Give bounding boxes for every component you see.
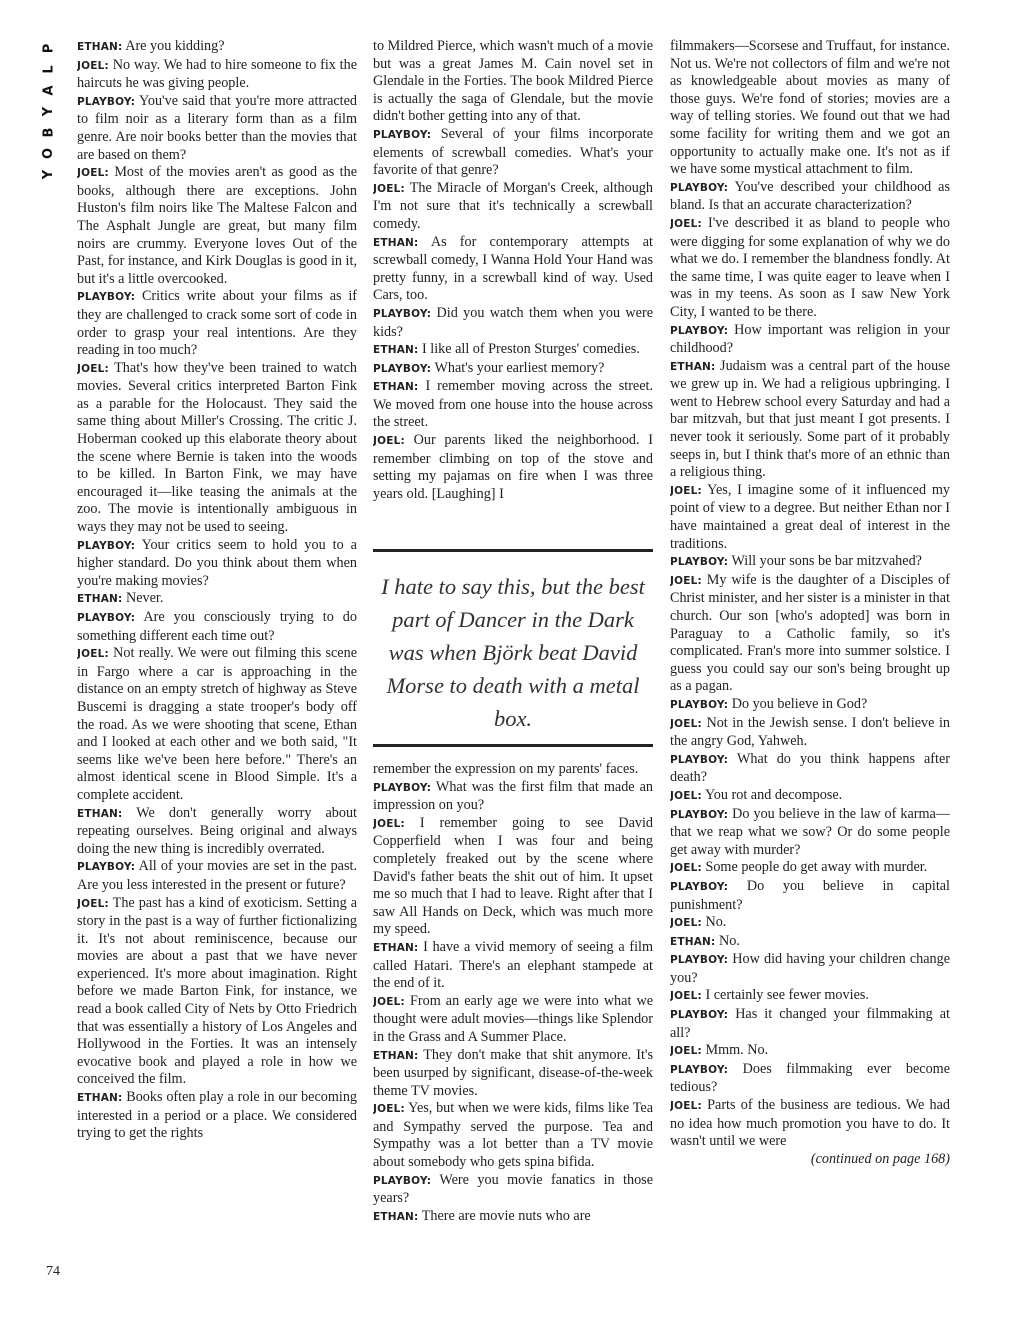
- speaker-label: PLAYBOY:: [77, 861, 136, 874]
- speaker-label: PLAYBOY:: [670, 808, 729, 821]
- paragraph-text: As for contemporary attempts at screwball comedy, I Wanna Hold Your Hand was pretty funny, in a screwball kind of way. Used Cars, too.: [373, 233, 653, 304]
- paragraph-text: Several of your films incorporate elements of screwball comedies. What's your favorite of that genre?: [373, 125, 653, 179]
- speaker-label: JOEL:: [670, 789, 702, 802]
- speaker-label: JOEL:: [77, 167, 109, 180]
- speaker-label: JOEL:: [77, 897, 109, 910]
- interview-paragraph: [373, 305, 653, 341]
- interview-paragraph: [77, 858, 357, 894]
- interview-paragraph: [373, 1100, 653, 1171]
- speaker-label: ETHAN:: [373, 941, 419, 954]
- paragraph-text: Mmm. No.: [705, 1042, 769, 1059]
- paragraph-text: You rot and decompose.: [704, 786, 843, 803]
- interview-paragraph: [373, 341, 653, 360]
- paragraph-text: I've described it as bland to people who were digging for some explanation of why we do what we do. I remember the blandness fondly. At the same time, I was quite eager to leave when I was in my teens. As soon as I saw New York City, I wanted to be there.: [670, 214, 950, 320]
- speaker-label: JOEL:: [670, 862, 702, 875]
- speaker-label: JOEL:: [373, 995, 405, 1008]
- interview-paragraph: [670, 1006, 950, 1042]
- paragraph-text: filmmakers—Scorsese and Truffaut, for instance. Not us. We're not collectors of film and we're not as knowledgeable about movies as many of those guys. We're fond of stories; movies are a way of telling stories. We found out that we had some facility for writing them and we got an opportunity to actually make one. It's not as if we have some mystical attachment to film.: [670, 38, 950, 178]
- paragraph-text: Are you kidding?: [125, 38, 225, 54]
- paragraph-text: I remember going to see David Copperfield when I was four and being completely freaked out by the scene where David's father beats the shit out of him. It upset me so much that I had to leave. Right after that I saw All Hands on Deck, which was much more my speed.: [373, 814, 653, 938]
- interview-paragraph: [670, 878, 950, 914]
- speaker-label: JOEL:: [373, 182, 405, 195]
- interview-paragraph: [373, 1208, 653, 1227]
- interview-paragraph: [670, 715, 950, 751]
- paragraph-text: Our parents liked the neighborhood. I remember climbing on top of the stove and setting my pajamas on fire when I was three years old. [Laughing] I: [373, 432, 653, 502]
- sidebar-letter: Y: [41, 106, 57, 117]
- interview-paragraph: [670, 696, 950, 715]
- interview-paragraph: [670, 859, 950, 878]
- interview-paragraph: [670, 38, 950, 179]
- paragraph-text: Do you believe in capital punishment?: [670, 877, 950, 913]
- interview-paragraph: [373, 126, 653, 180]
- speaker-label: JOEL:: [670, 1045, 702, 1058]
- speaker-label: PLAYBOY:: [670, 698, 729, 711]
- paragraph-text: Books often play a role in our becoming interested in a period or a place. We considered trying to get the rights: [77, 1089, 357, 1142]
- speaker-label: PLAYBOY:: [670, 954, 729, 967]
- interview-paragraph: [670, 806, 950, 860]
- paragraph-text: All of your movies are set in the past. Are you less interested in the present or future?: [77, 858, 357, 893]
- interview-paragraph: [670, 358, 950, 482]
- interview-paragraph: [670, 987, 950, 1006]
- speaker-label: JOEL:: [373, 817, 405, 830]
- pull-quote: I hate to say this, but the best part of Dancer in the Dark was when Björk beat David Morse to death with a metal box.: [373, 549, 653, 747]
- interview-paragraph: [77, 38, 357, 57]
- speaker-label: PLAYBOY:: [77, 612, 136, 624]
- speaker-label: PLAYBOY:: [670, 880, 729, 893]
- interview-paragraph: [77, 93, 357, 164]
- interview-paragraph: [77, 895, 357, 1090]
- speaker-label: JOEL:: [77, 362, 109, 375]
- paragraph-text: My wife is the daughter of a Disciples of Christ minister, and her sister is a minister in that church. Our son [who's adopted] was born in Paraguay to a Catholic family, so it's complicated. Fran's more into summer solstice. I guess you could say our son's being brought up as a pagan.: [670, 571, 950, 695]
- speaker-label: ETHAN:: [77, 593, 123, 606]
- speaker-label: PLAYBOY:: [670, 1063, 729, 1076]
- interview-paragraph: [373, 761, 653, 779]
- interview-paragraph: [373, 993, 653, 1047]
- paragraph-text: Critics write about your films as if they are challenged to crack some sort of code in order to grasp your real intentions. Are they reading in too much?: [77, 288, 357, 359]
- paragraph-text: Yes, but when we were kids, films like Tea and Sympathy served the purpose. Tea and Sympathy was a lot better than a TV movie about somebody who gets spina bifida.: [373, 1100, 653, 1171]
- interview-paragraph: [670, 951, 950, 987]
- sidebar-letter: Y: [41, 169, 57, 180]
- interview-paragraph: [670, 179, 950, 215]
- paragraph-text: How important was religion in your childhood?: [670, 321, 950, 357]
- paragraph-text: I certainly see fewer movies.: [705, 987, 869, 1004]
- paragraph-text: Yes, I imagine some of it influenced my point of view to a degree. But neither Ethan nor I have maintained a great deal of interest in the traditions.: [670, 481, 950, 552]
- interview-paragraph: [670, 322, 950, 358]
- paragraph-text: to Mildred Pierce, which wasn't much of a movie but was a great James M. Cain novel set in Glendale in the Forties. The book Mildred Pierce is actually the saga of Glendale, but the movie didn't bother getting into any of that.: [373, 38, 653, 125]
- sidebar-letter: B: [41, 127, 57, 138]
- speaker-label: PLAYBOY:: [373, 362, 432, 375]
- interview-paragraph: [670, 1042, 950, 1061]
- speaker-label: PLAYBOY:: [670, 324, 729, 337]
- interview-paragraph: [77, 164, 357, 288]
- paragraph-text: What do you think happens after death?: [670, 750, 950, 786]
- speaker-label: JOEL:: [670, 990, 702, 1003]
- speaker-label: ETHAN:: [670, 360, 716, 373]
- interview-paragraph: [670, 553, 950, 572]
- paragraph-text: They don't make that shit anymore. It's been usurped by significant, disease-of-the-week theme TV movies.: [373, 1046, 653, 1099]
- paragraph-text: Not in the Jewish sense. I don't believe in the angry God, Yahweh.: [670, 714, 950, 750]
- paragraph-text: What was the first film that made an impression on you?: [373, 778, 653, 814]
- paragraph-text: No.: [718, 932, 740, 949]
- paragraph-text: What's your earliest memory?: [434, 359, 605, 376]
- speaker-label: ETHAN:: [77, 41, 123, 53]
- speaker-label: JOEL:: [670, 484, 702, 497]
- column-3: [670, 38, 950, 1288]
- paragraph-text: Are you consciously trying to do something different each time out?: [77, 609, 357, 644]
- interview-paragraph: [373, 360, 653, 379]
- paragraph-text: You've said that you're more attracted to film noir as a literary form than as a film genre. Are noir books better than the movies that are based on them?: [77, 92, 357, 163]
- continued-note: (continued on page 168): [810, 1150, 950, 1167]
- speaker-label: JOEL:: [373, 1103, 405, 1116]
- speaker-label: ETHAN:: [373, 381, 419, 394]
- paragraph-text: Has it changed your filmmaking at all?: [670, 1006, 950, 1041]
- speaker-label: ETHAN:: [77, 807, 123, 820]
- speaker-label: JOEL:: [670, 217, 702, 230]
- interview-paragraph: [373, 234, 653, 305]
- interview-paragraph: [77, 645, 357, 804]
- paragraph-text: You've described your childhood as bland. Is that an accurate characterization?: [670, 178, 950, 214]
- interview-paragraph: [670, 482, 950, 553]
- paragraph-text: No way. We had to hire someone to fix the haircuts he was giving people.: [77, 56, 357, 92]
- speaker-label: PLAYBOY:: [373, 781, 432, 794]
- interview-paragraph: [373, 432, 653, 503]
- paragraph-text: Judaism was a central part of the house we grew up in. We had a religious upbringing. I went to Hebrew school every Saturday and had a bar mitzvah, but that just meant I got presents. I never took it seriously. Some part of it probably seeps in, but I think that's more of an ethnic than a religious thing.: [670, 357, 950, 481]
- speaker-label: ETHAN:: [77, 1092, 123, 1105]
- column-2-top: [373, 38, 653, 525]
- interview-paragraph: [373, 939, 653, 993]
- interview-paragraph: [670, 751, 950, 787]
- interview-paragraph: [373, 779, 653, 815]
- speaker-label: PLAYBOY:: [670, 753, 729, 766]
- paragraph-text: Does filmmaking ever become tedious?: [670, 1060, 950, 1096]
- speaker-label: PLAYBOY:: [373, 307, 432, 320]
- speaker-label: PLAYBOY:: [670, 1009, 729, 1022]
- speaker-label: JOEL:: [670, 574, 702, 587]
- speaker-label: JOEL:: [77, 59, 109, 72]
- paragraph-text: Most of the movies aren't as good as the books, although there are exceptions. John Huston's film noirs like The Maltese Falcon and The Asphalt Jungle are great, but many film noirs are crummy. Everyone loves Out of the Past, for instance, and Kirk Douglas is good in it, but it's a little overcooked.: [77, 164, 357, 287]
- speaker-label: JOEL:: [670, 917, 702, 930]
- magazine-sidebar-logo: [34, 40, 64, 183]
- paragraph-text: Never.: [125, 590, 164, 607]
- sidebar-letter: L: [41, 65, 57, 74]
- interview-paragraph: [670, 787, 950, 806]
- column-1: [77, 38, 357, 1288]
- interview-paragraph: [670, 215, 950, 322]
- paragraph-text: There are movie nuts who are: [421, 1207, 591, 1224]
- sidebar-letter: P: [41, 43, 57, 54]
- sidebar-letter: A: [41, 85, 57, 96]
- speaker-label: PLAYBOY:: [670, 181, 729, 194]
- paragraph-text: Your critics seem to hold you to a higher standard. Do you think about them when you're making movies?: [77, 536, 357, 589]
- interview-paragraph: [77, 805, 357, 859]
- paragraph-text: Did you watch them when you were kids?: [373, 304, 653, 340]
- interview-paragraph: [670, 933, 950, 952]
- speaker-label: PLAYBOY:: [77, 291, 136, 304]
- interview-paragraph: [77, 360, 357, 537]
- page-number: 74: [46, 1264, 60, 1279]
- paragraph-text: I remember moving across the street. We moved from one house into the house across the street.: [373, 378, 653, 431]
- interview-paragraph: [373, 1172, 653, 1208]
- speaker-label: PLAYBOY:: [77, 539, 136, 552]
- interview-paragraph: [670, 1061, 950, 1097]
- interview-paragraph: [77, 288, 357, 359]
- paragraph-text: Do you believe in the law of karma—that we reap what we sow? Or do some people get away with murder?: [670, 805, 950, 858]
- interview-paragraph: [373, 38, 653, 126]
- speaker-label: PLAYBOY:: [77, 95, 136, 108]
- speaker-label: ETHAN:: [373, 236, 419, 249]
- speaker-label: PLAYBOY:: [373, 128, 432, 141]
- speaker-label: JOEL:: [670, 717, 702, 730]
- interview-paragraph: [77, 1089, 357, 1143]
- paragraph-text: The past has a kind of exoticism. Setting a story in the past is a way of further fictionalizing it. It's not about reminiscence, because our movies are about a past that we have never experienced. It's more about imagination. Right before we made Barton Fink, for instance, we read a book called City of Nets by Otto Friedrich that was essentially a history of Los Angeles and Hollywood in the Forties. It was an intensely evocative book and played a role in how we conceived the film.: [77, 894, 357, 1088]
- paragraph-text: Not really. We were out filming this scene in Fargo where a car is approaching in the distance on an empty stretch of highway as Steve Buscemi is dragging a state trooper's body off the road. As we were shooting that scene, Ethan and I looked at each other and we both said, "It seems like we've been here before." There's an almost identical scene in Blood Simple. It's a complete accident.: [77, 645, 357, 803]
- interview-paragraph: [670, 572, 950, 696]
- interview-paragraph: [77, 609, 357, 645]
- interview-paragraph: [670, 914, 950, 933]
- speaker-label: ETHAN:: [373, 344, 419, 357]
- interview-paragraph: [373, 378, 653, 432]
- speaker-label: PLAYBOY:: [373, 1174, 432, 1187]
- paragraph-text: Some people do get away with murder.: [705, 859, 928, 876]
- paragraph-text: Will your sons be bar mitzvahed?: [731, 553, 922, 570]
- paragraph-text: That's how they've been trained to watch movies. Several critics interpreted Barton Fink as a parable for the Holocaust. They said the same thing about Miller's Crossing. The critic J. Hoberman cooked up this elaborate theory about the scene where Bernie is taken into the woods to be killed. In Barton Fink, we may have encouraged it—like teasing the animals at the zoo. The movie is intentionally ambiguous in ways they may not be used to seeing.: [77, 359, 357, 536]
- speaker-label: JOEL:: [77, 648, 109, 661]
- speaker-label: ETHAN:: [670, 935, 716, 948]
- column-2-bottom: [373, 761, 653, 1266]
- speaker-label: ETHAN:: [373, 1210, 419, 1223]
- interview-paragraph: [77, 57, 357, 93]
- paragraph-text: Do you believe in God?: [731, 695, 868, 712]
- speaker-label: JOEL:: [373, 435, 405, 448]
- column-2: [373, 38, 653, 1266]
- speaker-label: PLAYBOY:: [670, 556, 729, 569]
- speaker-label: ETHAN:: [373, 1049, 419, 1062]
- paragraph-text: Parts of the business are tedious. We had no idea how much promotion you have to do. It wasn't until we were: [670, 1097, 950, 1150]
- paragraph-text: I like all of Preston Sturges' comedies.: [421, 341, 640, 358]
- interview-paragraph: [373, 815, 653, 939]
- paragraph-text: How did having your children change you?: [670, 951, 950, 986]
- interview-paragraph: [373, 180, 653, 234]
- interview-paragraph: [670, 1097, 950, 1151]
- paragraph-text: The Miracle of Morgan's Creek, although I'm not sure that it's technically a screwball comedy.: [373, 179, 653, 232]
- interview-paragraph: [77, 590, 357, 609]
- paragraph-text: We don't generally worry about repeating ourselves. Being original and always doing the new thing is incredibly overrated.: [77, 804, 357, 857]
- paragraph-text: No.: [705, 914, 727, 931]
- interview-paragraph: [77, 537, 357, 591]
- paragraph-text: Were you movie fanatics in those years?: [373, 1171, 653, 1207]
- speaker-label: JOEL:: [670, 1100, 702, 1113]
- paragraph-text: I have a vivid memory of seeing a film called Hatari. There's an elephant stampede at the end of it.: [373, 938, 653, 992]
- paragraph-text: remember the expression on my parents' faces.: [373, 761, 639, 777]
- paragraph-text: From an early age we were into what we thought were adult movies—things like Splendor in the Grass and A Summer Place.: [373, 992, 653, 1045]
- interview-paragraph: [373, 1047, 653, 1101]
- sidebar-letter: O: [41, 147, 57, 160]
